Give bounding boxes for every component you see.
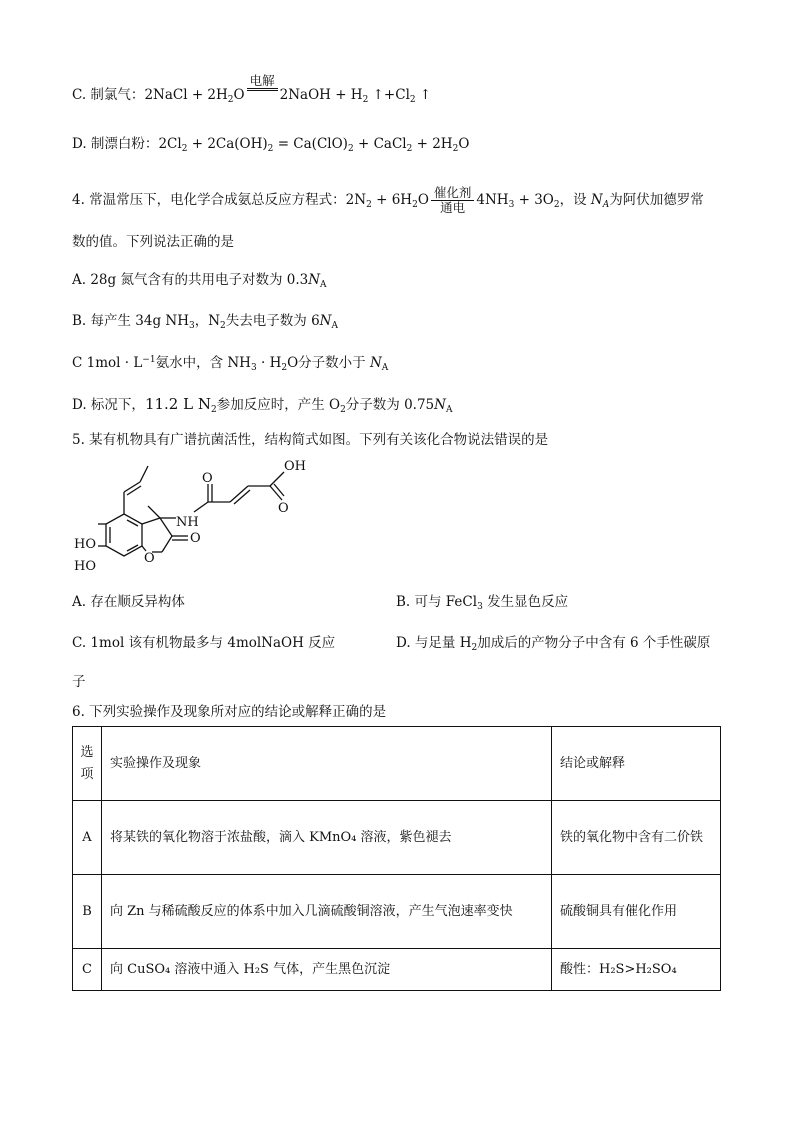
q3-option-c: C. 制氯气：2NaCl + $2H_2O$ 电解 2NaOH + $H_2$ $↑+Cl_2$ ↑ (72, 73, 432, 105)
table-row (73, 875, 721, 949)
mol-label-ho-upper: HO (74, 537, 96, 552)
header-operation: 实验操作及现象 (102, 727, 552, 801)
q3-option-d-label: D. 制漂白粉： (72, 136, 159, 152)
catalyst-condition: 催化剂 通电 (431, 186, 475, 215)
row-operation: 向 CuSO₄ 溶液中通入 H₂S 气体，产生黑色沉淀 (102, 949, 552, 991)
q6-stem: 6. 下列实验操作及现象所对应的结论或解释正确的是 (72, 704, 387, 720)
q3-option-d: D. 制漂白粉：$2Cl_2 + 2Ca(OH)_2 = Ca(ClO)_2$ + CaCl$_2$ + $2H_2O$ (72, 136, 470, 154)
q5-stem: 5. 某有机物具有广谱抗菌活性，结构简式如图。下列有关该化合物说法错误的是 (72, 432, 549, 448)
q5-option-a: A. 存在顺反异构体 (72, 594, 185, 610)
q5-option-d: D. 与足量 $H_2$加成后的产物分子中含有 6 个手性碳原 (396, 635, 711, 653)
row-operation: 向 Zn 与稀硫酸反应的体系中加入几滴硫酸铜溶液，产生气泡速率变快 (102, 875, 552, 949)
mol-label-nh: NH (176, 515, 199, 530)
mol-label-acid-o: O (278, 501, 289, 516)
q5-option-d-line2: 子 (72, 674, 86, 690)
row-option: C (73, 949, 102, 991)
mol-label-ho-lower: HO (74, 559, 96, 574)
molecule-structure (72, 456, 342, 580)
row-operation: 将某铁的氧化物溶于浓盐酸，滴入 KMnO₄ 溶液，紫色褪去 (102, 801, 552, 875)
q4-option-a: A. 28g 氮气含有的共用电子对数为 $0.3N_A$ (72, 272, 327, 290)
q4-stem-line2: 数的值。下列说法正确的是 (72, 234, 234, 250)
header-option: 选项 (73, 727, 102, 801)
mol-label-ring-o: O (144, 551, 155, 566)
row-conclusion: 硫酸铜具有催化作用 (552, 875, 721, 949)
table-row (73, 949, 721, 991)
header-conclusion: 结论或解释 (552, 727, 721, 801)
mol-label-carbonyl-o: O (190, 531, 201, 546)
q4-option-c: C $1mol \cdot L^{-1}$氨水中，含 $NH_3 \cdot H_2O$分子数小于 $N_A$ (72, 355, 389, 373)
row-option: A (73, 801, 102, 875)
row-conclusion: 酸性：H₂S>H₂SO₄ (552, 949, 721, 991)
table-row (73, 801, 721, 875)
q4-stem: 4. 常温常压下，电化学合成氨总反应方程式：$2N_2 + 6H_2O$ 催化剂 通电 $4NH_3 + 3O_2$，设 $N_A$为阿伏加德罗常 (72, 185, 704, 215)
mol-label-amide-o: O (202, 471, 213, 486)
q3-option-c-label: C. 制氯气： (72, 87, 145, 103)
row-option: B (73, 875, 102, 949)
table-header-row (73, 727, 721, 801)
q5-option-b: B. 可与 FeCl$_3$ 发生显色反应 (396, 594, 569, 612)
experiment-table (72, 726, 721, 991)
q4-option-d: D. 标况下，11.2 L $N_2$参加反应时，产生 $O_2$分子数为 $0.75N_A$ (72, 395, 453, 415)
electrolysis-condition: 电解 (247, 74, 278, 105)
q4-option-b: B. 每产生 34g $NH_3$，$N_2$失去电子数为 $6N_A$ (72, 313, 338, 331)
row-conclusion: 铁的氧化物中含有二价铁 (552, 801, 721, 875)
mol-label-oh: OH (284, 459, 306, 474)
q5-option-c: C. 1mol 该有机物最多与 4molNaOH 反应 (72, 635, 336, 651)
